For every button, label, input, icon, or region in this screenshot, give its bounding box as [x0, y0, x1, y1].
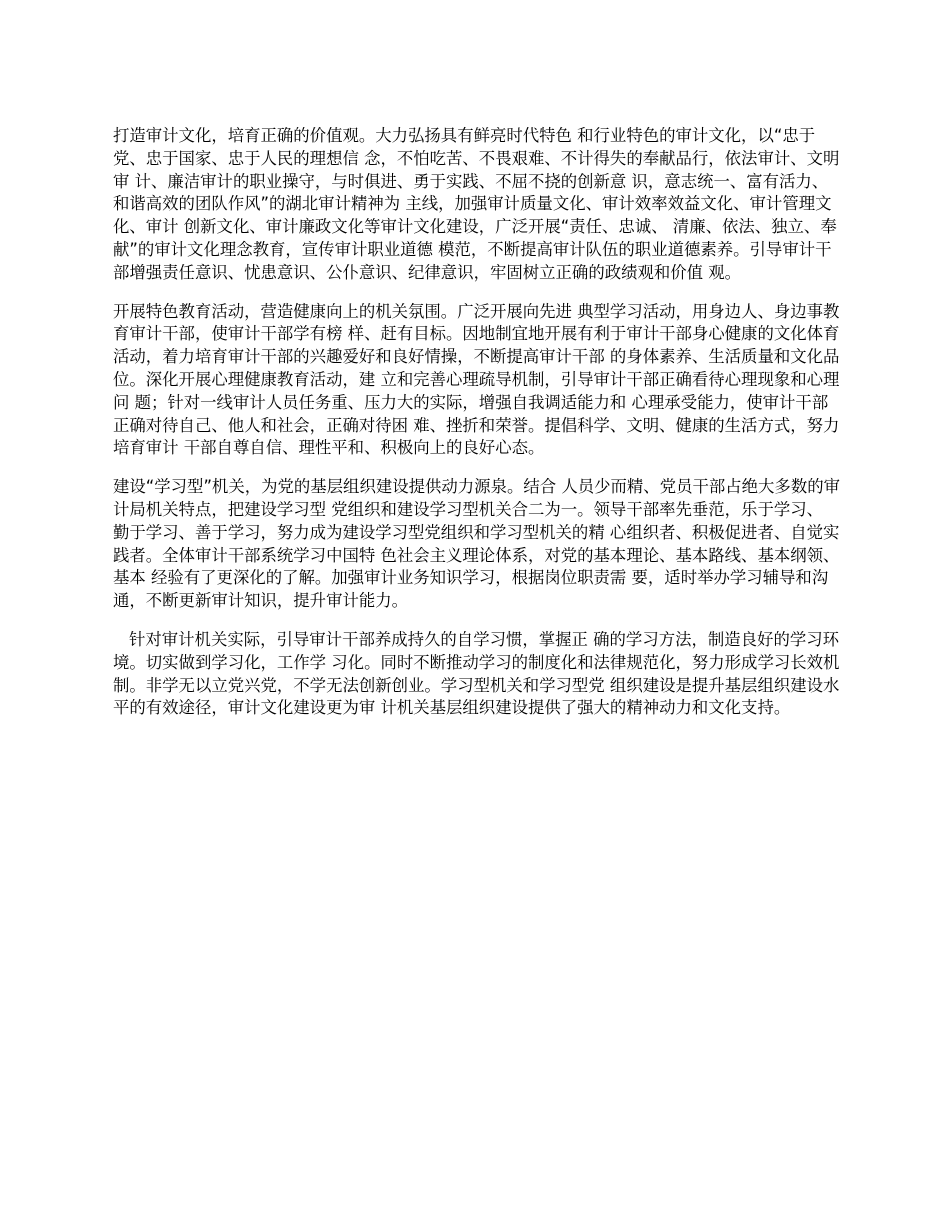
paragraph-education-activities: 开展特色教育活动，营造健康向上的机关氛围。广泛开展向先进 典型学习活动，用身边人、身边事教育审计干部，使审计干部学有榜 样、赶有目标。因地制宜地开展有利于审计干部身心健康的文化体育 活动，着力培育审计干部的兴趣爱好和良好情操，不断提高审计干部 的身体素养、生活质量和文化品位。深化开展心理健康教育活动，建 立和完善心理疏导机制，引导审计干部正确看待心理现象和心理问 题；针对一线审计人员任务重、压力大的实际，增强自我调适能力和 心理承受能力，使审计干部正确对待自己、他人和社会，正确对待困 难、挫折和荣誉。提倡科学、文明、健康的生活方式，努力培育审计 干部自尊自信、理性平和、积极向上的良好心态。	[113, 301, 840, 458]
paragraph-audit-culture: 打造审计文化，培育正确的价值观。大力弘扬具有鲜亮时代特色 和行业特色的审计文化，以“忠于党、忠于国家、忠于人民的理想信 念，不怕吃苦、不畏艰难、不计得失的奉献品行，依法审计、文明审 计、廉洁审计的职业操守，与时俱进、勇于实践、不屈不挠的创新意 识，意志统一、富有活力、和谐高效的团队作风”的湖北审计精神为 主线，加强审计质量文化、审计效率效益文化、审计管理文化、审计 创新文化、审计廉政文化等审计文化建设，广泛开展“责任、忠诚、 清廉、依法、独立、奉献”的审计文化理念教育，宣传审计职业道德 模范，不断提高审计队伍的职业道德素养。引导审计干部增强责任意识、忧患意识、公仆意识、纪律意识，牢固树立正确的政绩观和价值 观。	[113, 126, 840, 282]
document-body	[113, 125, 841, 736]
paragraph-learning-organization: 建设“学习型”机关，为党的基层组织建设提供动力源泉。结合 人员少而精、党员干部占绝大多数的审计局机关特点，把建设学习型 党组织和建设学习型机关合二为一。领导干部率先垂范，乐于学习、 勤于学习、善于学习，努力成为建设学习型党组织和学习型机关的精 心组织者、积极促进者、自觉实践者。全体审计干部系统学习中国特 色社会主义理论体系，对党的基本理论、基本路线、基本纲领、基本 经验有了更深化的了解。加强审计业务知识学习，根据岗位职责需 要，适时举办学习辅导和沟通，不断更新审计知识，提升审计能力。	[113, 477, 840, 611]
paragraph-study-habits: 针对审计机关实际，引导审计干部养成持久的自学习惯，掌握正 确的学习方法，制造良好的学习环境。切实做到学习化，工作学 习化。同时不断推动学习的制度化和法律规范化，努力形成学习长效机 制。非学无以立党兴党，不学无法创新创业。学习型机关和学习型党 组织建设是提升基层组织建设水平的有效途径，审计文化建设更为审 计机关基层组织建设提供了强大的精神动力和文化支持。	[113, 629, 840, 718]
